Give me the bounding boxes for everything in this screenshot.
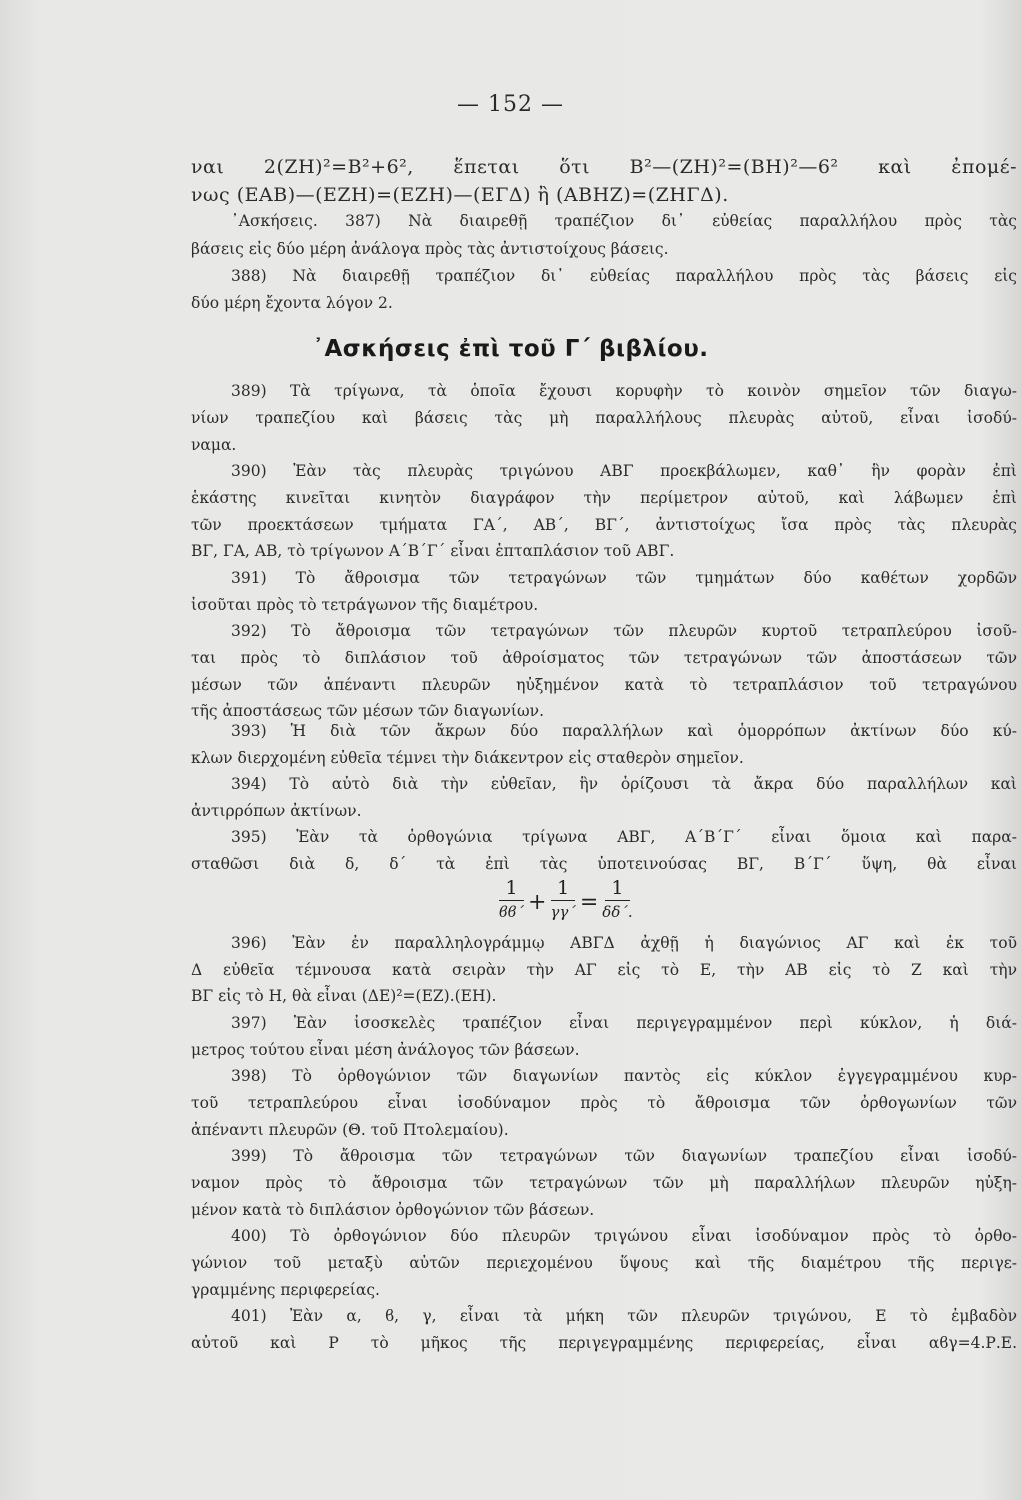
equals-sign: = <box>579 890 599 915</box>
text-line: 388) Νὰ διαιρεθῇ τραπέζιον δι᾿ εὐθείας παραλλήλου πρὸς τὰς βάσεις εἰς <box>231 267 1017 285</box>
text-line: μένον κατὰ τὸ διπλάσιον ὀρθογώνιον τῶν βάσεων. <box>191 1201 595 1219</box>
text-line: ται πρὸς τὸ διπλάσιον τοῦ ἀθροίσματος τῶν τετραγώνων τῶν ἀποστάσεων τῶν <box>191 649 1017 667</box>
fraction-denominator: ϐϐ΄ <box>499 903 524 921</box>
text-line: ΒΓ εἰς τὸ Η, θὰ εἶναι (ΔΕ)²=(ΕΖ).(ΕΗ). <box>191 987 497 1005</box>
text-line: βάσεις εἰς δύο μέρη ἀνάλογα πρὸς τὰς ἀντιστοίχους βάσεις. <box>191 240 669 258</box>
text-line: τῆς ἀποστάσεως τῶν μέσων τῶν διαγωνίων. <box>191 702 545 720</box>
text-line: αὐτοῦ καὶ Ρ τὸ μῆκος τῆς περιγεγραμμένης περιφερείας, εἶναι αϐγ=4.Ρ.Ε. <box>191 1334 1017 1352</box>
text-line: ἀπέναντι πλευρῶν (Θ. τοῦ Πτολεμαίου). <box>191 1121 509 1139</box>
text-line: ναμα. <box>191 436 237 454</box>
fraction-numerator: 1 <box>551 876 575 901</box>
text-line: 392) Τὸ ἄθροισμα τῶν τετραγώνων τῶν πλευρῶν κυρτοῦ τετραπλεύρου ἰσοῦ- <box>231 622 1017 640</box>
text-line: 393) Ἡ διὰ τῶν ἄκρων δύο παραλλήλων καὶ ὁμορρόπων ἀκτίνων δύο κύ- <box>231 722 1017 740</box>
text-line: 399) Τὸ ἄθροισμα τῶν τετραγώνων τῶν διαγωνίων τραπεζίου εἶναι ἰσοδύ- <box>231 1147 1017 1165</box>
text-line: νως (ΕΑΒ)—(ΕΖΗ)=(ΕΖΗ)—(ΕΓΔ) ἢ (ΑΒΗΖ)=(ΖΗΓΔ). <box>191 184 729 206</box>
text-line: 400) Τὸ ὀρθογώνιον δύο πλευρῶν τριγώνου εἶναι ἰσοδύναμον πρὸς τὸ ὀρθο- <box>231 1227 1017 1245</box>
page-number: — 152 — <box>457 92 564 117</box>
fraction <box>550 876 575 923</box>
text-line: δύο μέρη ἔχοντα λόγον 2. <box>191 294 393 312</box>
text-line: 397) Ἐὰν ἰσοσκελὲς τραπέζιον εἶναι περιγεγραμμένον περὶ κύκλον, ἡ διά- <box>231 1014 1017 1032</box>
fraction-denominator: δδ΄. <box>602 903 633 921</box>
fraction-numerator: 1 <box>499 876 523 901</box>
text-line: ἰσοῦται πρὸς τὸ τετράγωνον τῆς διαμέτρου. <box>191 596 539 614</box>
section-heading: ᾿Ασκήσεις ἐπὶ τοῦ Γ΄ βιβλίου. <box>312 336 709 362</box>
text-line: 390) Ἐὰν τὰς πλευρὰς τριγώνου ΑΒΓ προεκβάλωμεν, καθ᾿ ἣν φορὰν ἐπὶ <box>231 462 1017 480</box>
fraction-numerator: 1 <box>605 876 629 901</box>
text-line: μέσων τῶν ἀπέναντι πλευρῶν ηὐξημένον κατὰ τὸ τετραπλάσιον τοῦ τετραγώνου <box>191 676 1017 694</box>
text-line: γώνιον τοῦ μεταξὺ αὐτῶν περιεχομένου ὕψους καὶ τῆς διαμέτρου τῆς περιγε- <box>191 1254 1017 1272</box>
text-line: 394) Τὸ αὐτὸ διὰ τὴν εὐθεῖαν, ἣν ὁρίζουσι τὰ ἄκρα δύο παραλλήλων καὶ <box>231 775 1017 793</box>
text-line: σταθῶσι διὰ δ, δ΄ τὰ ἐπὶ τὰς ὑποτεινούσας ΒΓ, Β΄Γ΄ ὕψη, θὰ εἶναι <box>191 855 1017 873</box>
fraction-denominator: γγ΄ <box>550 903 576 921</box>
text-line: ΒΓ, ΓΑ, ΑΒ, τὸ τρίγωνον Α΄Β΄Γ΄ εἶναι ἑπταπλάσιον τοῦ ΑΒΓ. <box>191 542 675 560</box>
plus-sign: + <box>527 890 547 915</box>
text-line: τῶν προεκτάσεων τμήματα ΓΑ΄, ΑΒ΄, ΒΓ΄, ἀντιστοίχως ἴσα πρὸς τὰς πλευρὰς <box>191 516 1017 534</box>
text-line: 401) Ἐὰν α, ϐ, γ, εἶναι τὰ μήκη τῶν πλευρῶν τριγώνου, Ε τὸ ἐμβαδὸν <box>231 1307 1017 1325</box>
text-line: 389) Τὰ τρίγωνα, τὰ ὁποῖα ἔχουσι κορυφὴν τὸ κοινὸν σημεῖον τῶν διαγω- <box>231 382 1017 400</box>
text-line: κλων διερχομένη εὐθεῖα τέμνει τὴν διάκεντρον εἰς σταθερὸν σημεῖον. <box>191 749 744 767</box>
text-line: ᾿Ασκήσεις. 387) Νὰ διαιρεθῇ τραπέζιον δι᾿ εὐθείας παραλλήλου πρὸς τὰς <box>231 212 1017 230</box>
text-line: 395) Ἐὰν τὰ ὀρθογώνια τρίγωνα ΑΒΓ, Α΄Β΄Γ΄ εἶναι ὅμοια καὶ παρα- <box>231 828 1017 846</box>
text-line: ἀντιρρόπων ἀκτίνων. <box>191 802 362 820</box>
text-line: 396) Ἐὰν ἐν παραλληλογράμμῳ ΑΒΓΔ ἀχθῇ ἡ διαγώνιος ΑΓ καὶ ἐκ τοῦ <box>231 934 1017 952</box>
text-line: Δ εὐθεῖα τέμνουσα κατὰ σειρὰν τὴν ΑΓ εἰς τὸ Ε, τὴν ΑΒ εἰς τὸ Ζ καὶ τὴν <box>191 961 1017 979</box>
fraction <box>602 876 632 923</box>
text-line: ναι 2(ΖΗ)²=Β²+6², ἕπεται ὅτι Β²—(ΖΗ)²=(ΒΗ)²—6² καὶ ἐπομέ- <box>191 156 1017 178</box>
text-line: γραμμένης περιφερείας. <box>191 1281 380 1299</box>
text-line: μετρος τούτου εἶναι μέση ἀνάλογος τῶν βάσεων. <box>191 1041 580 1059</box>
text-line: 391) Τὸ ἄθροισμα τῶν τετραγώνων τῶν τμημάτων δύο καθέτων χορδῶν <box>231 569 1017 587</box>
text-line: νίων τραπεζίου καὶ βάσεις τὰς μὴ παραλλήλους πλευρὰς αὐτοῦ, εἶναι ἰσοδύ- <box>191 409 1017 427</box>
text-line: 398) Τὸ ὀρθογώνιον τῶν διαγωνίων παντὸς εἰς κύκλον ἐγγεγραμμένου κυρ- <box>231 1067 1017 1085</box>
fraction-equation <box>497 876 635 923</box>
text-line: τοῦ τετραπλεύρου εἶναι ἰσοδύναμον πρὸς τὸ ἄθροισμα τῶν ὀρθογωνίων τῶν <box>191 1094 1017 1112</box>
fraction <box>499 876 524 923</box>
text-line: ἑκάστης κινεῖται κινητὸν διαγράφον τὴν περίμετρον αὐτοῦ, καὶ λάβωμεν ἐπὶ <box>191 489 1017 507</box>
text-line: ναμον πρὸς τὸ ἄθροισμα τῶν τετραγώνων τῶν μὴ παραλλήλων πλευρῶν ηὐξη- <box>191 1174 1017 1192</box>
